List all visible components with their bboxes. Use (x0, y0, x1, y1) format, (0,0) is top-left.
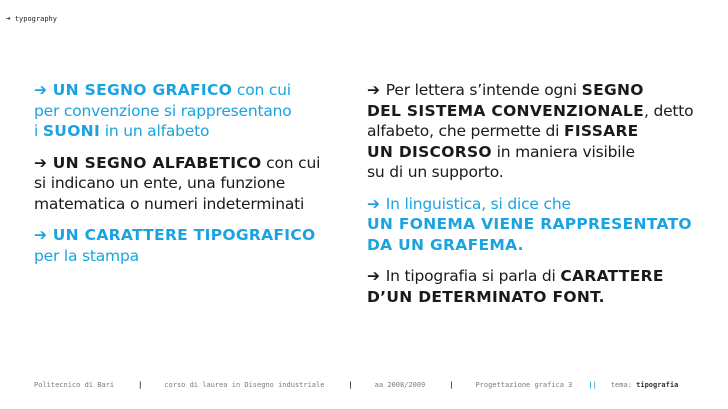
highlight-text: UN SEGNO GRAFICO (52, 81, 233, 99)
right-column (367, 80, 697, 318)
highlight-text: DEL SISTEMA CONVENZIONALE (367, 101, 644, 120)
highlight-text: UN CARATTERE TIPOGRAFICO (52, 226, 316, 244)
highlight-text: DA UN GRAFEMA. (367, 235, 524, 254)
footer (34, 381, 708, 389)
highlight-text: UN SEGNO ALFABETICO (52, 153, 262, 172)
body-text: In tipografia si parla di (385, 267, 561, 285)
body-text: su di un supporto. (367, 163, 504, 181)
body-text: per la stampa (34, 246, 139, 265)
body-text: Per lettera s’intende ogni (385, 81, 582, 99)
body-text: i (34, 122, 43, 140)
arrow-icon: ➔ (367, 267, 380, 285)
left-column (34, 80, 354, 277)
arrow-icon: ➔ (34, 226, 47, 244)
body-text: con cui (232, 81, 291, 99)
body-text: in un alfabeto (100, 122, 210, 140)
paragraph (367, 80, 697, 183)
arrow-icon: ➔ (6, 14, 11, 23)
footer-separator: | (348, 381, 353, 389)
paragraph (34, 153, 354, 215)
footer-course: corso di laurea in Disegno industriale (164, 381, 325, 389)
arrow-icon: ➔ (367, 81, 380, 99)
highlight-text: UN DISCORSO (367, 142, 492, 161)
footer-year: aa 2008/2009 (374, 381, 426, 389)
footer-institution: Politecnico di Bari (34, 381, 115, 389)
footer-accent-separator: || (588, 381, 597, 389)
section-label (6, 14, 57, 23)
arrow-icon: ➔ (34, 153, 47, 172)
footer-separator: | (449, 381, 454, 389)
body-text: In linguistica, si dice che (385, 194, 571, 213)
highlight-text: FISSARE (563, 122, 639, 140)
paragraph (367, 266, 697, 307)
body-text: matematica o numeri indeterminati (34, 194, 305, 213)
paragraph (34, 225, 354, 266)
body-text: in maniera visibile (491, 142, 635, 161)
body-text: si indicano un ente, una funzione (34, 174, 286, 192)
body-text: , detto (644, 101, 694, 120)
paragraph (34, 80, 354, 142)
arrow-icon: ➔ (34, 81, 47, 99)
footer-separator: | (138, 381, 143, 389)
footer-topic-label: tema: (610, 381, 632, 389)
highlight-text: SEGNO (581, 81, 644, 99)
arrow-icon: ➔ (367, 194, 380, 213)
highlight-text: CARATTERE (560, 267, 664, 285)
footer-topic: tipografia (636, 381, 679, 389)
highlight-text: UN FONEMA VIENE RAPPRESENTATO (367, 215, 692, 233)
paragraph (367, 194, 697, 256)
body-text: per convenzione si rappresentano (34, 101, 292, 120)
footer-subject: Progettazione grafica 3 (475, 381, 573, 389)
body-text: con cui (261, 153, 321, 172)
highlight-text: D’UN DETERMINATO FONT. (367, 287, 605, 306)
section-name: typography (14, 15, 57, 23)
body-text: alfabeto, che permette di (367, 122, 564, 140)
highlight-text: SUONI (42, 122, 101, 140)
